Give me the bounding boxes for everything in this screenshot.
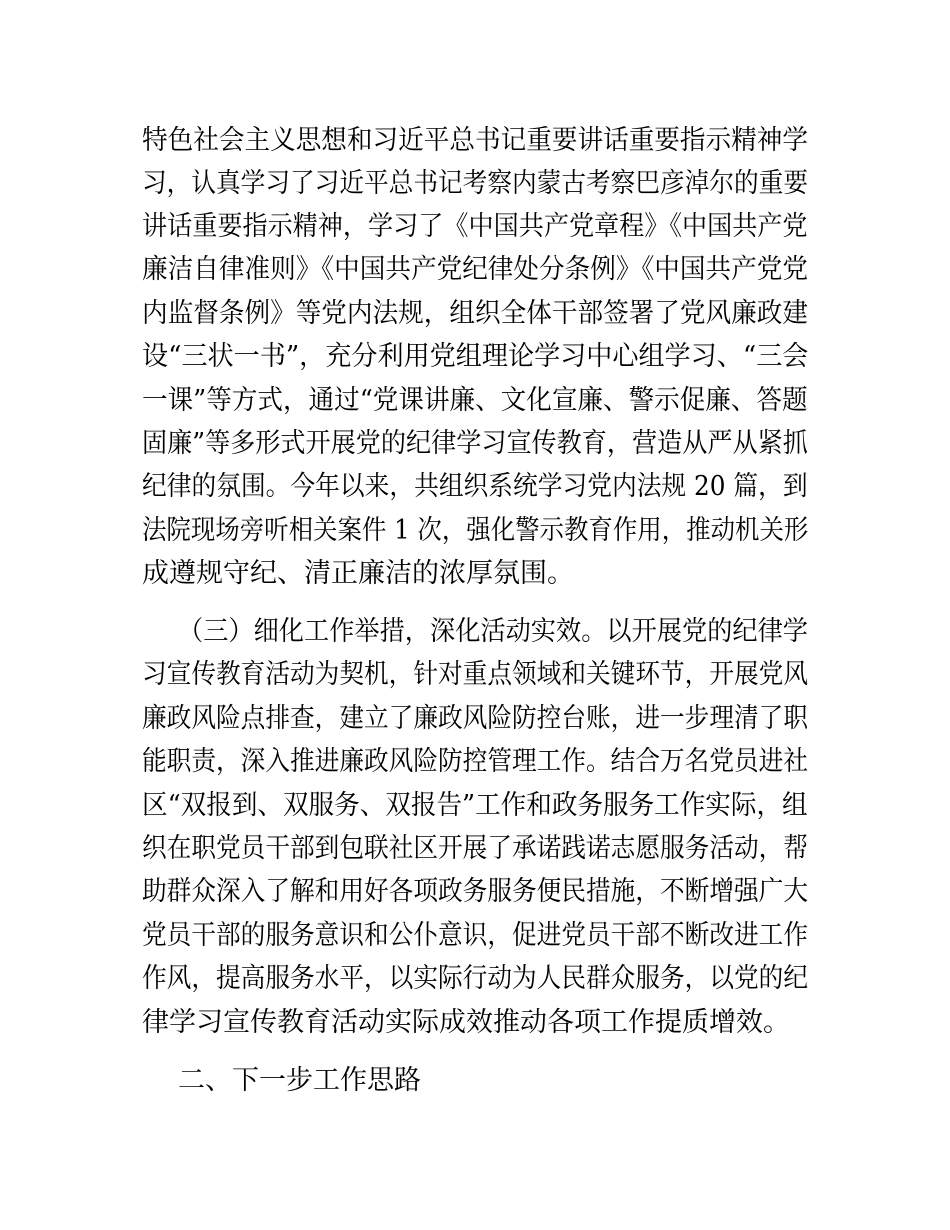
paragraph-2-line-3: 廉政风险点排查，建立了廉政风险防控台账，进一步理清了职	[142, 703, 808, 734]
section-heading: 二、下一步工作思路	[178, 1065, 421, 1096]
paragraph-1-line-3: 讲话重要指示精神，学习了《中国共产党章程》《中国共产党	[142, 211, 808, 242]
paragraph-1-line-10: 法院现场旁听相关案件 1 次，强化警示教育作用，推动机关形	[142, 515, 809, 546]
paragraph-2-line-2: 习宣传教育活动为契机，针对重点领域和关键环节，开展党风	[142, 659, 808, 690]
paragraph-2-line-5: 区“双报到、双服务、双报告”工作和政务服务工作实际，组	[142, 790, 808, 821]
paragraph-1-line-9: 纪律的氛围。今年以来，共组织系统学习党内法规 20 篇，到	[142, 471, 808, 502]
paragraph-1-line-8: 固廉”等多形式开展党的纪律学习宣传教育，营造从严从紧抓	[142, 428, 808, 459]
paragraph-2-line-10: 律学习宣传教育活动实际成效推动各项工作提质增效。	[142, 1007, 790, 1038]
paragraph-1-line-2: 习，认真学习了习近平总书记考察内蒙古考察巴彦淖尔的重要	[142, 168, 808, 199]
paragraph-2-line-1: （三）细化工作举措，深化活动实效。以开展党的纪律学	[178, 616, 808, 647]
paragraph-2-line-9: 作风，提高服务水平，以实际行动为人民群众服务，以党的纪	[142, 963, 808, 994]
paragraph-2-line-8: 党员干部的服务意识和公仆意识，促进党员干部不断改进工作	[142, 920, 808, 951]
paragraph-1-line-5: 内监督条例》等党内法规，组织全体干部签署了党风廉政建	[142, 298, 808, 329]
paragraph-1-line-4: 廉洁自律准则》《中国共产党纪律处分条例》《中国共产党党	[142, 254, 808, 285]
paragraph-1-line-1: 特色社会主义思想和习近平总书记重要讲话重要指示精神学	[142, 125, 808, 156]
paragraph-2-line-7: 助群众深入了解和用好各项政务服务便民措施，不断增强广大	[142, 876, 808, 907]
paragraph-1-line-11: 成遵规守纪、清正廉洁的浓厚氛围。	[142, 558, 574, 589]
paragraph-2-line-4: 能职责，深入推进廉政风险防控管理工作。结合万名党员进社	[142, 746, 808, 777]
paragraph-1-line-7: 一课”等方式，通过“党课讲廉、文化宣廉、警示促廉、答题	[142, 385, 808, 416]
paragraph-2-line-6: 织在职党员干部到包联社区开展了承诺践诺志愿服务活动，帮	[142, 833, 808, 864]
paragraph-1-line-6: 设“三状一书”，充分利用党组理论学习中心组学习、“三会	[142, 341, 809, 372]
